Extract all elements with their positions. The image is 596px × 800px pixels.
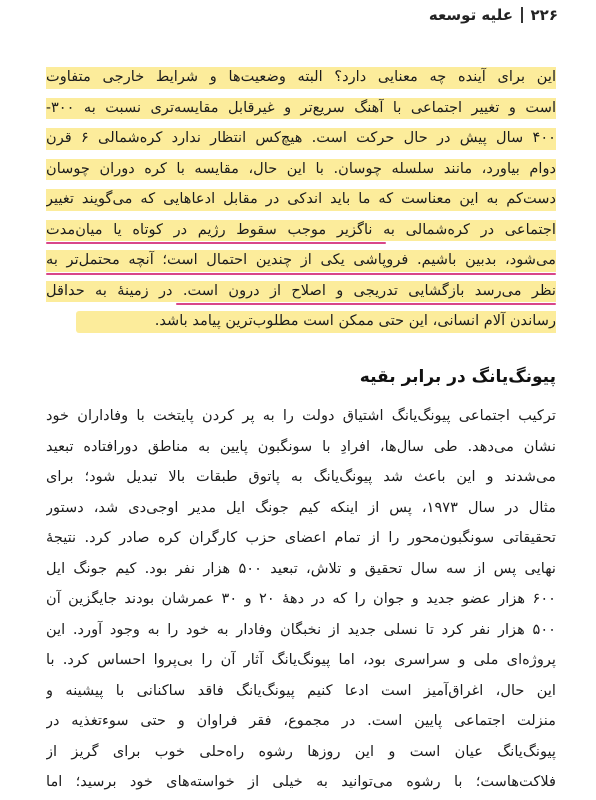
underline-mark [46, 273, 556, 275]
paragraph-2-line: نشان می‌دهد. طی سال‌ها، افرادِ با سونگبون پایین به مناطق دورافتاده تبعید [46, 437, 556, 455]
paragraph-2-line: ۵۰۰ هزار نفر کرد تا نسلی جدید از نخبگان وفادار به خود را به وجود آورد. این [46, 620, 556, 638]
paragraph-2-line: می‌شدند و این باعث شد پیونگ‌یانگ به پاتوق طبقات بالا تبدیل شود؛ برای [46, 468, 556, 485]
page-number: ۲۲۶ [530, 6, 558, 24]
paragraph-2-line: منزلت اجتماعی پایین است. در مجموع، فقر فراوان و حتی سوءتغذیه در [46, 712, 556, 729]
paragraph-1-line: می‌شود، بدبین باشیم. فروپاشی یکی از چندین احتمال است؛ آنچه محتمل‌تر به [46, 245, 556, 276]
paragraph-2-line: این حال، اغراق‌آمیز است ادعا کنیم پیونگ‌یانگ فاقد ساکنانی با پیشینه و [46, 681, 556, 699]
paragraph-1-line: اجتماعی در کره‌شمالی به ناگزیر موجب سقوط رژیم در کوتاه یا میان‌مدت [46, 215, 556, 246]
paragraph-1-line: نظر می‌رسد بازگشایی تدریجی و اصلاح از درون است. در زمینهٔ به حداقل [46, 276, 556, 307]
paragraph-2-line: پیونگ‌یانگ عیان است و این روزها رشوه راه‌حلی خوب برای گریز از [46, 742, 556, 760]
paragraph-1-line: دوام بیاورد، مانند سلسله چوسان. با این حال، مقایسه با کره دوران چوسان [46, 154, 556, 185]
paragraph-1-line: این برای آینده چه معنایی دارد؟ البته وضعیت‌ها و شرایط خارجی متفاوت [46, 62, 556, 93]
paragraph-2-line: مثال در سال ۱۹۷۳، پس از اینکه کیم جونگ ایل مدیر اوجی‌دی شد، دستور [46, 498, 556, 516]
paragraph-2-line: ترکیب اجتماعی پیونگ‌یانگ اشتیاق دولت را به پر کردن پایتخت با وفاداران خود [46, 407, 556, 424]
paragraph-2-line: ۶۰۰ هزار عضو جدید و جوان را که در دههٔ ۲۰ و ۳۰ عمرشان بودند جایگزین آن [46, 590, 556, 607]
paragraph-1 [46, 62, 556, 337]
paragraph-1-line: دست‌کم به این معناست که ما باید اندکی در مقابل ادعاهایی که می‌گویند تغییر [46, 184, 556, 215]
header-separator [521, 7, 523, 23]
underline-mark [176, 303, 556, 305]
paragraph-2-line: فلاکت‌هاست؛ با رشوه می‌توانید به خیلی از خواسته‌های خود برسید؛ اما [46, 773, 556, 790]
paragraph-2-line: پروژه‌ای ملی و سراسری بود، اما پیونگ‌یانگ آثار آن را بی‌پروا احساس کرد. با [46, 651, 556, 668]
paragraph-1-line: رساندن آلام انسانی، این حتی ممکن است مطلوب‌ترین پیامد باشد. [46, 306, 556, 337]
paragraph-2 [46, 401, 556, 798]
paragraph-1-line: است و تغییر اجتماعی با آهنگ سریع‌تر و غیرقابل مقایسه‌تری نسبت به ۳۰۰- [46, 93, 556, 124]
paragraph-2-line: تحقیقاتی سونگبون‌محور را از تمام اعضای حزب کارگران کره صادر کرد. نتیجهٔ [46, 529, 556, 546]
paragraph-2-line: نهایی پس از سه سال تحقیق و تلاش، تبعید ۵۰۰ هزار نفر بود. کیم جونگ ایل [46, 559, 556, 577]
book-title: علیه توسعه [428, 6, 514, 24]
underline-mark [46, 242, 386, 244]
running-head [429, 6, 558, 24]
paragraph-1-line: ۴۰۰ سال پیش در حال حرکت است. هیچ‌کس انتظار ندارد کره‌شمالی ۶ قرن [46, 123, 556, 154]
section-heading: پیونگ‌یانگ در برابر بقیه [359, 367, 556, 387]
